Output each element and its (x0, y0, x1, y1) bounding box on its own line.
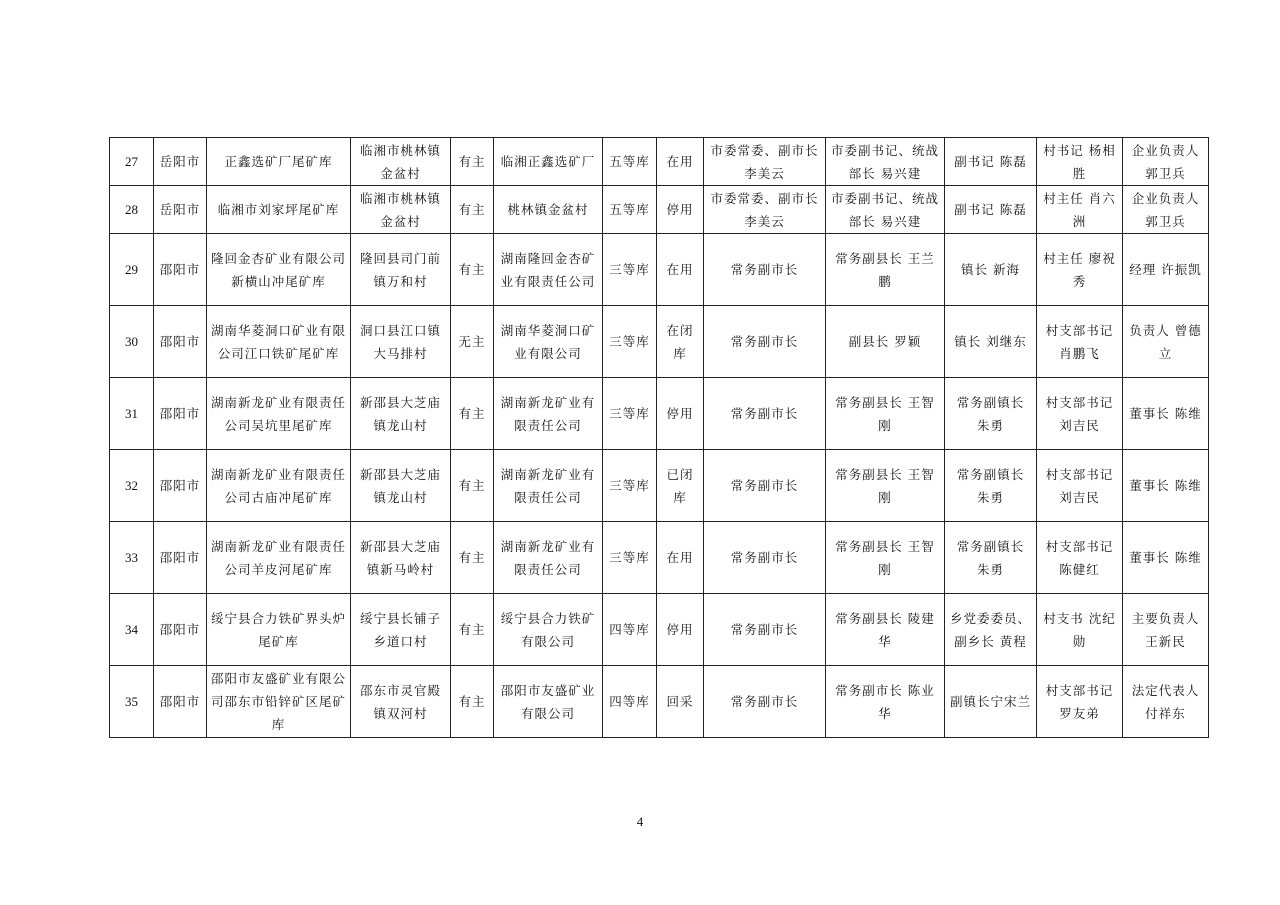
table-row (110, 594, 1209, 666)
owner-status-cell: 有主 (451, 138, 494, 186)
enterprise-leader-cell: 董事长 陈维 (1123, 522, 1209, 594)
company-cell: 桃林镇金盆村 (494, 186, 603, 234)
county-leader-cell: 常务副县长 王智刚 (826, 378, 945, 450)
town-leader-cell: 乡党委委员、副乡长 黄程 (945, 594, 1037, 666)
row-number-cell: 35 (110, 666, 154, 738)
town-leader-cell: 常务副镇长 朱勇 (945, 522, 1037, 594)
county-leader-cell: 市委副书记、统战部长 易兴建 (826, 138, 945, 186)
tailings-dam-table (109, 137, 1209, 738)
dam-name-cell: 隆回金杏矿业有限公司新横山冲尾矿库 (207, 234, 351, 306)
county-leader-cell: 常务副县长 陵建华 (826, 594, 945, 666)
village-leader-cell: 村主任 廖祝秀 (1037, 234, 1123, 306)
city-cell: 邵阳市 (154, 666, 207, 738)
enterprise-leader-cell: 董事长 陈维 (1123, 378, 1209, 450)
village-leader-cell: 村支部书记 肖鹏飞 (1037, 306, 1123, 378)
dam-name-cell: 湖南新龙矿业有限责任公司吴坑里尾矿库 (207, 378, 351, 450)
owner-status-cell: 有主 (451, 522, 494, 594)
owner-status-cell: 有主 (451, 450, 494, 522)
company-cell: 绥宁县合力铁矿有限公司 (494, 594, 603, 666)
owner-status-cell: 有主 (451, 594, 494, 666)
dam-name-cell: 邵阳市友盛矿业有限公司邵东市铅锌矿区尾矿库 (207, 666, 351, 738)
row-number-cell: 34 (110, 594, 154, 666)
location-cell: 临湘市桃林镇金盆村 (351, 138, 451, 186)
town-leader-cell: 副书记 陈磊 (945, 186, 1037, 234)
owner-status-cell: 有主 (451, 234, 494, 306)
owner-status-cell: 有主 (451, 186, 494, 234)
city-cell: 岳阳市 (154, 138, 207, 186)
enterprise-leader-cell: 法定代表人付祥东 (1123, 666, 1209, 738)
operation-status-cell: 回采 (657, 666, 704, 738)
dam-grade-cell: 三等库 (603, 450, 657, 522)
dam-grade-cell: 三等库 (603, 522, 657, 594)
village-leader-cell: 村支部书记罗友弟 (1037, 666, 1123, 738)
enterprise-leader-cell: 董事长 陈维 (1123, 450, 1209, 522)
location-cell: 临湘市桃林镇金盆村 (351, 186, 451, 234)
village-leader-cell: 村支书 沈纪勋 (1037, 594, 1123, 666)
table-row (110, 378, 1209, 450)
dam-grade-cell: 三等库 (603, 378, 657, 450)
city-leader-cell: 市委常委、副市长 李美云 (704, 186, 826, 234)
town-leader-cell: 常务副镇长 朱勇 (945, 450, 1037, 522)
town-leader-cell: 副镇长宁宋兰 (945, 666, 1037, 738)
city-leader-cell: 市委常委、副市长 李美云 (704, 138, 826, 186)
table-row (110, 234, 1209, 306)
row-number-cell: 28 (110, 186, 154, 234)
row-number-cell: 27 (110, 138, 154, 186)
city-cell: 邵阳市 (154, 378, 207, 450)
city-cell: 邵阳市 (154, 594, 207, 666)
row-number-cell: 31 (110, 378, 154, 450)
dam-grade-cell: 三等库 (603, 234, 657, 306)
city-leader-cell: 常务副市长 (704, 522, 826, 594)
city-leader-cell: 常务副市长 (704, 666, 826, 738)
dam-name-cell: 湖南新龙矿业有限责任公司古庙冲尾矿库 (207, 450, 351, 522)
location-cell: 新邵县大芝庙镇龙山村 (351, 450, 451, 522)
company-cell: 临湘正鑫选矿厂 (494, 138, 603, 186)
enterprise-leader-cell: 企业负责人 郭卫兵 (1123, 186, 1209, 234)
enterprise-leader-cell: 主要负责人 王新民 (1123, 594, 1209, 666)
county-leader-cell: 常务副市长 陈业华 (826, 666, 945, 738)
town-leader-cell: 镇长 刘继东 (945, 306, 1037, 378)
row-number-cell: 29 (110, 234, 154, 306)
operation-status-cell: 在闭库 (657, 306, 704, 378)
company-cell: 湖南新龙矿业有限责任公司 (494, 378, 603, 450)
enterprise-leader-cell: 经理 许振凯 (1123, 234, 1209, 306)
village-leader-cell: 村支部书记 刘吉民 (1037, 450, 1123, 522)
city-cell: 岳阳市 (154, 186, 207, 234)
location-cell: 洞口县江口镇大马排村 (351, 306, 451, 378)
dam-grade-cell: 四等库 (603, 666, 657, 738)
owner-status-cell: 无主 (451, 306, 494, 378)
village-leader-cell: 村书记 杨相胜 (1037, 138, 1123, 186)
dam-name-cell: 正鑫选矿厂尾矿库 (207, 138, 351, 186)
company-cell: 湖南新龙矿业有限责任公司 (494, 522, 603, 594)
table-row (110, 450, 1209, 522)
city-leader-cell: 常务副市长 (704, 594, 826, 666)
dam-name-cell: 湖南华菱洞口矿业有限公司江口铁矿尾矿库 (207, 306, 351, 378)
location-cell: 新邵县大芝庙镇龙山村 (351, 378, 451, 450)
row-number-cell: 32 (110, 450, 154, 522)
enterprise-leader-cell: 企业负责人 郭卫兵 (1123, 138, 1209, 186)
table-row (110, 666, 1209, 738)
county-leader-cell: 市委副书记、统战部长 易兴建 (826, 186, 945, 234)
location-cell: 新邵县大芝庙镇新马岭村 (351, 522, 451, 594)
county-leader-cell: 常务副县长 王智刚 (826, 522, 945, 594)
city-cell: 邵阳市 (154, 306, 207, 378)
operation-status-cell: 停用 (657, 186, 704, 234)
dam-grade-cell: 四等库 (603, 594, 657, 666)
location-cell: 邵东市灵官殿镇双河村 (351, 666, 451, 738)
dam-name-cell: 绥宁县合力铁矿界头炉尾矿库 (207, 594, 351, 666)
town-leader-cell: 常务副镇长 朱勇 (945, 378, 1037, 450)
town-leader-cell: 副书记 陈磊 (945, 138, 1037, 186)
dam-name-cell: 临湘市刘家坪尾矿库 (207, 186, 351, 234)
table-row (110, 522, 1209, 594)
operation-status-cell: 在用 (657, 522, 704, 594)
city-leader-cell: 常务副市长 (704, 450, 826, 522)
table-row (110, 186, 1209, 234)
city-leader-cell: 常务副市长 (704, 378, 826, 450)
county-leader-cell: 常务副县长 王兰鹏 (826, 234, 945, 306)
village-leader-cell: 村主任 肖六洲 (1037, 186, 1123, 234)
operation-status-cell: 在用 (657, 138, 704, 186)
page-number: 4 (636, 814, 644, 829)
company-cell: 湖南新龙矿业有限责任公司 (494, 450, 603, 522)
row-number-cell: 30 (110, 306, 154, 378)
owner-status-cell: 有主 (451, 666, 494, 738)
location-cell: 隆回县司门前镇万和村 (351, 234, 451, 306)
dam-grade-cell: 三等库 (603, 306, 657, 378)
city-cell: 邵阳市 (154, 450, 207, 522)
row-number-cell: 33 (110, 522, 154, 594)
operation-status-cell: 在用 (657, 234, 704, 306)
table-row (110, 138, 1209, 186)
city-leader-cell: 常务副市长 (704, 306, 826, 378)
city-cell: 邵阳市 (154, 522, 207, 594)
operation-status-cell: 已闭库 (657, 450, 704, 522)
village-leader-cell: 村支部书记 刘吉民 (1037, 378, 1123, 450)
enterprise-leader-cell: 负责人 曾德立 (1123, 306, 1209, 378)
dam-grade-cell: 五等库 (603, 138, 657, 186)
dam-grade-cell: 五等库 (603, 186, 657, 234)
city-leader-cell: 常务副市长 (704, 234, 826, 306)
town-leader-cell: 镇长 新海 (945, 234, 1037, 306)
dam-name-cell: 湖南新龙矿业有限责任公司羊皮河尾矿库 (207, 522, 351, 594)
city-cell: 邵阳市 (154, 234, 207, 306)
county-leader-cell: 常务副县长 王智刚 (826, 450, 945, 522)
operation-status-cell: 停用 (657, 594, 704, 666)
operation-status-cell: 停用 (657, 378, 704, 450)
table-row (110, 306, 1209, 378)
location-cell: 绥宁县长铺子乡道口村 (351, 594, 451, 666)
company-cell: 湖南华菱洞口矿业有限公司 (494, 306, 603, 378)
county-leader-cell: 副县长 罗颖 (826, 306, 945, 378)
table-body (110, 138, 1209, 738)
owner-status-cell: 有主 (451, 378, 494, 450)
company-cell: 湖南隆回金杏矿业有限责任公司 (494, 234, 603, 306)
village-leader-cell: 村支部书记 陈健红 (1037, 522, 1123, 594)
company-cell: 邵阳市友盛矿业有限公司 (494, 666, 603, 738)
